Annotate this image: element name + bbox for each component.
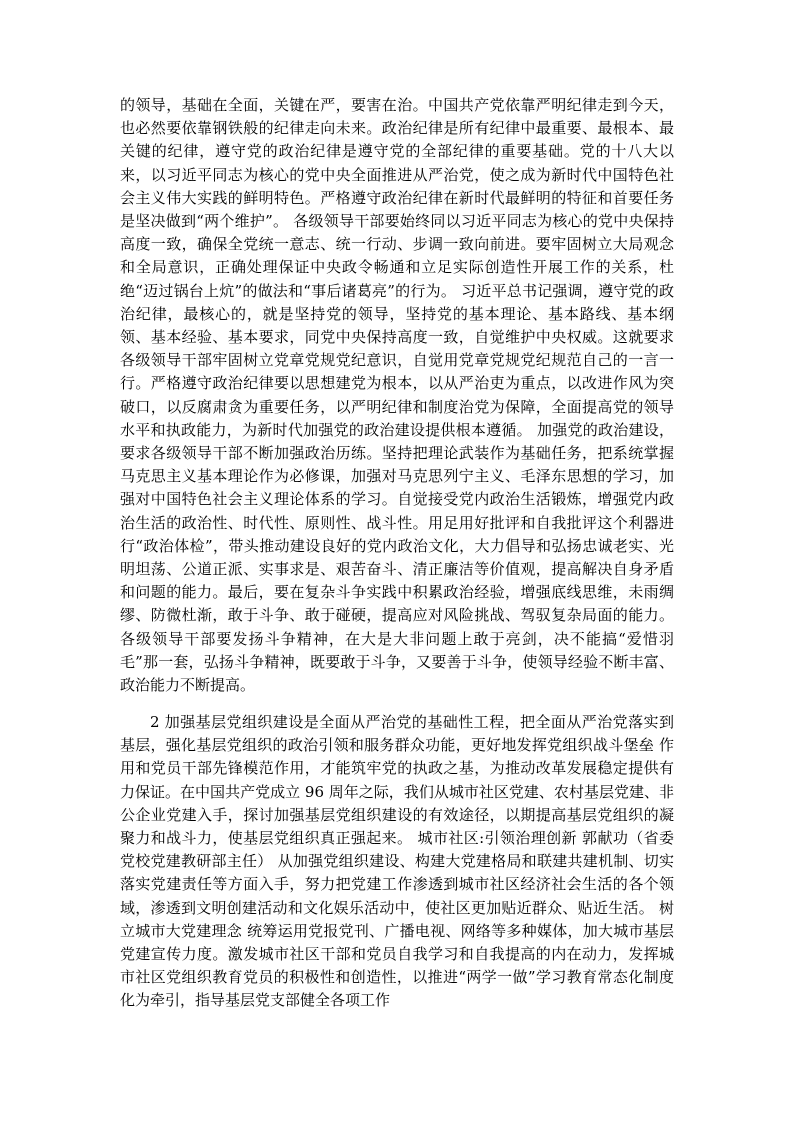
body-paragraph-political-discipline: 的领导，基础在全面，关键在严，要害在治。中国共产党依靠严明纪律走到今天，也必然要依靠钢铁般的纪律走向未来。政治纪律是所有纪律中最重要、最根本、最关键的纪律，遵守党的政治纪律是遵守党的全部纪律的重要基础。党的十八大以来，以习近平同志为核心的党中央全面推进从严治党，使之成为新时代中国特色社会主义伟大实践的鲜明特色。严格遵守政治纪律在新时代最鲜明的特征和首要任务是坚决做到“两个维护”。 各级领导干部要始终同以习近平同志为核心的党中央保持高度一致，确保全党统一意志、统一行动、步调一致向前进。要牢固树立大局观念和全局意识，正确处理保证中央政令畅通和立足实际创造性开展工作的关系，杜绝“迈过锅台上炕”的做法和“事后诸葛亮”的行为。 习近平总书记强调，遵守党的政治纪律，最核心的，就是坚持党的领导，坚持党的基本理论、基本路线、基本纲领、基本经验、基本要求，同党中央保持高度一致，自觉维护中央权威。这就要求各级领导干部牢固树立党章党规党纪意识，自觉用党章党规党纪规范自己的一言一行。严格遵守政治纪律要以思想建党为根本，以从严治吏为重点，以改进作风为突破口，以反腐肃贪为重要任务，以严明纪律和制度治党为保障，全面提高党的领导水平和执政能力，为新时代加强党的政治建设提供根本遵循。 加强党的政治建设，要求各级领导干部不断加强政治历练。坚持把理论武装作为基础任务，把系统掌握马克思主义基本理论作为必修课，加强对马克思列宁主义、毛泽东思想的学习，加强对中国特色社会主义理论体系的学习。自觉接受党内政治生活锻炼，增强党内政治生活的政治性、时代性、原则性、战斗性。用足用好批评和自我批评这个利器进行“政治体检”，带头推动建设良好的党内政治文化，大力倡导和弘扬忠诚老实、光明坦荡、公道正派、实事求是、艰苦奋斗、清正廉洁等价值观，提高解决自身矛盾和问题的能力。最后，要在复杂斗争实践中积累政治经验，增强底线思维，未雨绸缪、防微杜渐，敢于斗争、敢于碰硬，提高应对风险挑战、驾驭复杂局面的能力。各级领导干部要发扬斗争精神，在大是大非问题上敢于亮剑，决不能搞“爱惜羽毛”那一套，弘扬斗争精神，既要敢于斗争，又要善于斗争，使领导经验不断丰富、政治能力不断提高。 — [120, 96, 674, 695]
body-paragraph-grassroots-party-building: 2 加强基层党组织建设是全面从严治党的基础性工程，把全面从严治党落实到基层，强化基层党组织的政治引领和服务群众功能，更好地发挥党组织战斗堡垒 作用和党员干部先锋模范作用，才能筑牢党的执政之基，为推动改革发展稳定提供有力保证。在中国共产党成立 96 周年之际，我们从城市社区党建、农村基层党建、非公企业党建入手，探讨加强基层党组织建设的有效途径，以期提高基层党组织的凝聚力和战斗力，使基层党组织真正强起来。 城市社区:引领治理创新 郭献功（省委党校党建教研部主任） 从加强党组织建设、构建大党建格局和联建共建机制、切实落实党建责任等方面入手，努力把党建工作渗透到城市社区经济社会生活的各个领域，渗透到文明创建活动和文化娱乐活动中，使社区更加贴近群众、贴近生活。 树立城市大党建理念 统筹运用党报党刊、广播电视、网络等多种媒体，加大城市基层党建宣传力度。激发城市社区干部和党员自我学习和自我提高的内在动力，发挥城市社区党组织教育党员的积极性和创造性，以推进“两学一做”学习教育常态化制度化为牵引，指导基层党支部健全各项工作 — [120, 713, 674, 1010]
